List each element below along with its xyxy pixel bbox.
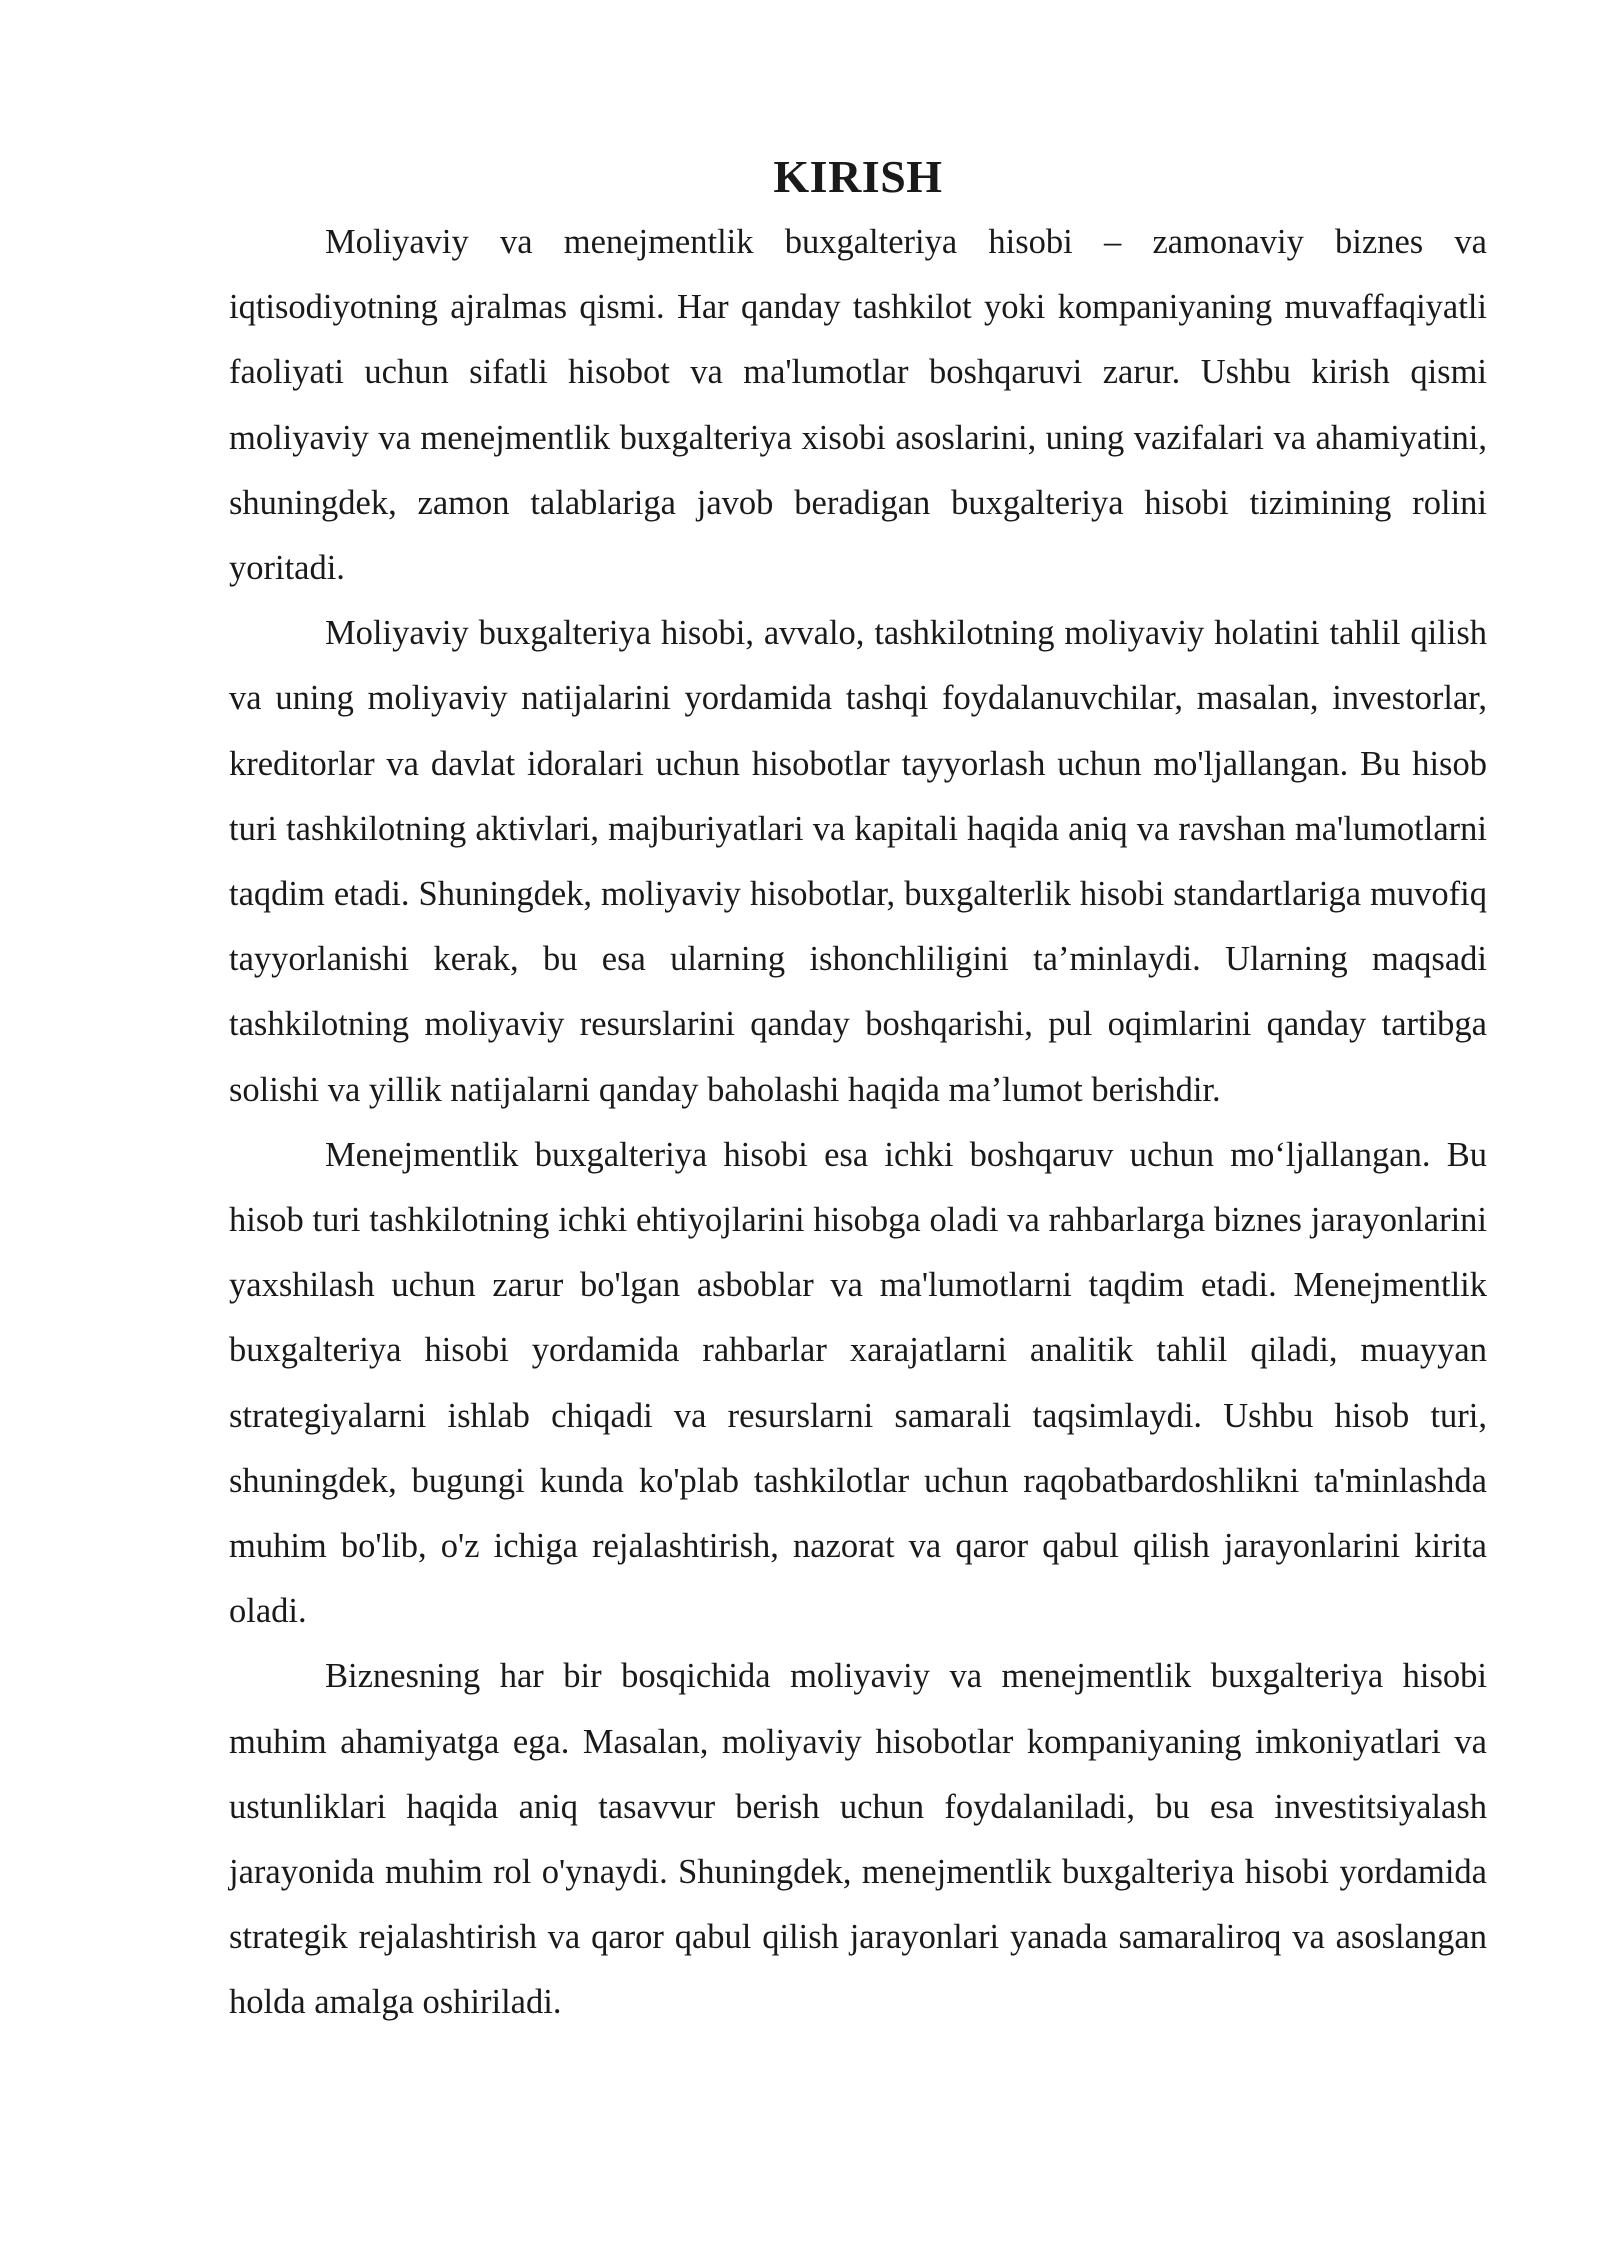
paragraph-4: Biznesning har bir bosqichida moliyaviy va menejmentlik buxgalteriya hisobi muhim ahamiyatga ega. Masalan, moliyaviy hisobotlar kompaniyaning imkoniyatlari va ustunliklari haqida aniq tasavvur berish uchun foydalaniladi, bu esa investitsiyalash jarayonida muhim rol o'ynaydi. Shuningdek, menejmentlik buxgalteriya hisobi yordamida strategik rejalashtirish va qaror qabul qilish jarayonlari yanada samaraliroq va asoslangan holda amalga oshiriladi. xyxy=(229,1657,1487,2022)
paragraph-1: Moliyaviy va menejmentlik buxgalteriya hisobi – zamonaviy biznes va iqtisodiyotning ajralmas qismi. Har qanday tashkilot yoki kompaniyaning muvaffaqiyatli faoliyati uchun sifatli hisobot va ma'lumotlar boshqaruvi zarur. Ushbu kirish qismi moliyaviy va menejmentlik buxgalteriya xisobi asoslarini, uning vazifalari va ahamiyatini, shuningdek, zamon talablariga javob beradigan buxgalteriya hisobi tizimining rolini yoritadi. xyxy=(229,223,1487,588)
document-page xyxy=(229,150,1487,2036)
paragraph-2: Moliyaviy buxgalteriya hisobi, avvalo, tashkilotning moliyaviy holatini tahlil qilish va uning moliyaviy natijalarini yordamida tashqi foydalanuvchilar, masalan, investorlar, kreditorlar va davlat idoralari uchun hisobotlar tayyorlash uchun mo'ljallangan. Bu hisob turi tashkilotning aktivlari, majburiyatlari va kapitali haqida aniq va ravshan ma'lumotlarni taqdim etadi. Shuningdek, moliyaviy hisobotlar, buxgalterlik hisobi standartlariga muvofiq tayyorlanishi kerak, bu esa ularning ishonchliligini ta’minlaydi. Ularning maqsadi tashkilotning moliyaviy resurslarini qanday boshqarishi, pul oqimlarini qanday tartibga solishi va yillik natijalarni qanday baholashi haqida ma’lumot berishdir. xyxy=(229,614,1487,1109)
page-title: KIRISH xyxy=(773,151,943,202)
paragraph-3: Menejmentlik buxgalteriya hisobi esa ichki boshqaruv uchun mo‘ljallangan. Bu hisob turi tashkilotning ichki ehtiyojlarini hisobga oladi va rahbarlarga biznes jarayonlarini yaxshilash uchun zarur bo'lgan asboblar va ma'lumotlarni taqdim etadi. Menejmentlik buxgalteriya hisobi yordamida rahbarlar xarajatlarni analitik tahlil qiladi, muayyan strategiyalarni ishlab chiqadi va resurslarni samarali taqsimlaydi. Ushbu hisob turi, shuningdek, bugungi kunda ko'plab tashkilotlar uchun raqobatbardoshlikni ta'minlashda muhim bo'lib, o'z ichiga rejalashtirish, nazorat va qaror qabul qilish jarayonlarini kirita oladi. xyxy=(229,1135,1487,1631)
